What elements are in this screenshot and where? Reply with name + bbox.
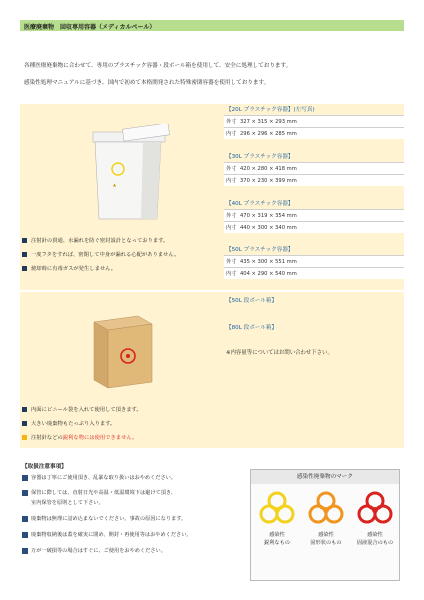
intro-text (24, 58, 404, 92)
mark-panel-title: 感染性廃棄物のマーク (251, 470, 399, 484)
notice-item (22, 489, 244, 498)
bullet-icon (22, 266, 27, 271)
biohazard-mark-panel (250, 469, 400, 581)
spec-outer-row (224, 162, 404, 174)
spec-header: 【20L プラスチック容器】(左写真) (226, 107, 315, 113)
notice-text: 廃棄物は無理に詰め込まないでください。事故の原因になります。 (31, 516, 187, 522)
feature-text: 大きい廃棄物もたっぷり入ります。 (31, 421, 116, 427)
cardboard-box-photo (88, 308, 158, 390)
bullet-icon (22, 475, 28, 481)
inner-value: 404 × 290 × 540 mm (240, 270, 297, 277)
notice-title: 【取扱注意事項】 (22, 464, 67, 470)
plastic-feature-1 (22, 236, 168, 244)
cardboard-size-80l: 【80L 段ボール箱】 (226, 325, 278, 331)
spec-outer-row (224, 255, 404, 267)
feature-text: 焼却時に有毒ガスが発生しません。 (31, 266, 117, 272)
inner-value: 440 × 300 × 340 mm (240, 224, 297, 231)
outer-label: 外寸 (226, 119, 237, 125)
spec-inner-row (224, 127, 404, 139)
mark-solid (304, 488, 348, 547)
bullet-icon (22, 490, 28, 496)
plastic-feature-2 (22, 250, 179, 258)
mark-label: 感染性 (367, 532, 383, 538)
outer-value: 470 × 319 × 354 mm (240, 212, 297, 219)
feature-text: 注射針の貫通、水漏れを防ぐ密封設計となっております。 (31, 238, 169, 244)
notice-item (22, 474, 244, 483)
mark-mixed (353, 488, 397, 547)
plastic-container-photo (83, 124, 173, 224)
mark-label: 感染性 (269, 532, 285, 538)
bullet-icon (22, 407, 27, 412)
cardboard-size-50l: 【50L 段ボール箱】 (226, 298, 278, 304)
spec-outer-row (224, 115, 404, 127)
page-title: 医療廃棄物 回収専用容器（メディカルペール） (20, 20, 404, 31)
notice-text: 保管に際しては、直射日光や高温・低温環境下は避けて頂き、 (31, 490, 177, 496)
notice-item (22, 515, 244, 524)
notice-text: 万が一破損等の場合はすぐに、ご使用をおやめください。 (31, 548, 166, 554)
outer-value: 420 × 280 × 418 mm (240, 165, 297, 172)
inner-value: 296 × 296 × 285 mm (240, 130, 297, 137)
biohazard-orange-icon (306, 488, 346, 528)
inner-value: 370 × 230 × 399 mm (240, 177, 297, 184)
inner-label: 内寸 (226, 225, 237, 231)
spec-inner-row (224, 221, 404, 233)
notice-text: 室内保管を原則として下さい。 (31, 500, 104, 506)
spec-40l (224, 199, 404, 233)
outer-label: 外寸 (226, 166, 237, 172)
intro-line: 感染性処理マニュアルに基づき、国内で初めて本格開発された特殊密閉容器を使用しております。 (24, 80, 270, 86)
plastic-feature-3 (22, 264, 116, 272)
cardboard-feature-2 (22, 419, 115, 427)
bullet-icon (22, 238, 27, 243)
bullet-icon (22, 532, 28, 538)
notice-text: 廃棄物収納後は蓋を確実に閉め、開封・再使用等はおやめください。 (31, 532, 192, 538)
inner-label: 内寸 (226, 131, 237, 137)
warning-icon (22, 435, 27, 440)
notice-item (22, 547, 244, 556)
biohazard-red-icon (355, 488, 395, 528)
intro-line: 各種医療廃棄物に合わせて、専用のプラスチック容器・段ボール箱を使用して、安全に処理しております。 (24, 63, 292, 69)
spec-header: 【50L プラスチック容器】 (226, 247, 294, 253)
spec-inner-row (224, 267, 404, 279)
feature-text: 一度フタをすれば、密閉して中身が漏れる心配がありません。 (31, 252, 180, 258)
spec-header: 【30L プラスチック容器】 (226, 154, 294, 160)
outer-value: 435 × 300 × 551 mm (240, 258, 297, 265)
spec-header: 【40L プラスチック容器】 (226, 201, 294, 207)
bullet-icon (22, 252, 27, 257)
warning-text: 注射針などの (31, 435, 63, 441)
outer-value: 327 × 315 × 293 mm (240, 118, 297, 125)
bullet-icon (22, 421, 27, 426)
biohazard-yellow-icon (257, 488, 297, 528)
mark-sublabel: 固形状のもの (310, 540, 342, 546)
warning-red-text: 鋭利な物には使用できません。 (62, 435, 138, 441)
feature-text: 内面にビニール袋を入れて使用して頂きます。 (31, 407, 142, 413)
bullet-icon (22, 516, 28, 522)
bullet-icon (22, 548, 28, 554)
mark-sublabel: 固液混合のもの (356, 540, 394, 546)
cardboard-warning (22, 433, 137, 441)
notice-text: 容器は丁寧にご使用頂き、乱暴な取り扱いはおやめください。 (31, 475, 177, 481)
mark-sharps (255, 488, 299, 547)
spec-20l (224, 105, 404, 139)
mark-sublabel: 鋭利なもの (264, 540, 290, 546)
inner-label: 内寸 (226, 178, 237, 184)
svg-text:▲: ▲ (113, 182, 117, 187)
notice-item (22, 531, 244, 540)
outer-label: 外寸 (226, 213, 237, 219)
notice-item-continued (22, 499, 244, 508)
spec-outer-row (224, 209, 404, 221)
spec-inner-row (224, 174, 404, 186)
mark-label: 感染性 (318, 532, 334, 538)
inner-label: 内寸 (226, 271, 237, 277)
cardboard-note: ※内容量等についてはお問い合わせ下さい。 (226, 350, 333, 356)
spec-30l (224, 152, 404, 186)
outer-label: 外寸 (226, 259, 237, 265)
spec-50l (224, 245, 404, 279)
cardboard-feature-1 (22, 405, 142, 413)
